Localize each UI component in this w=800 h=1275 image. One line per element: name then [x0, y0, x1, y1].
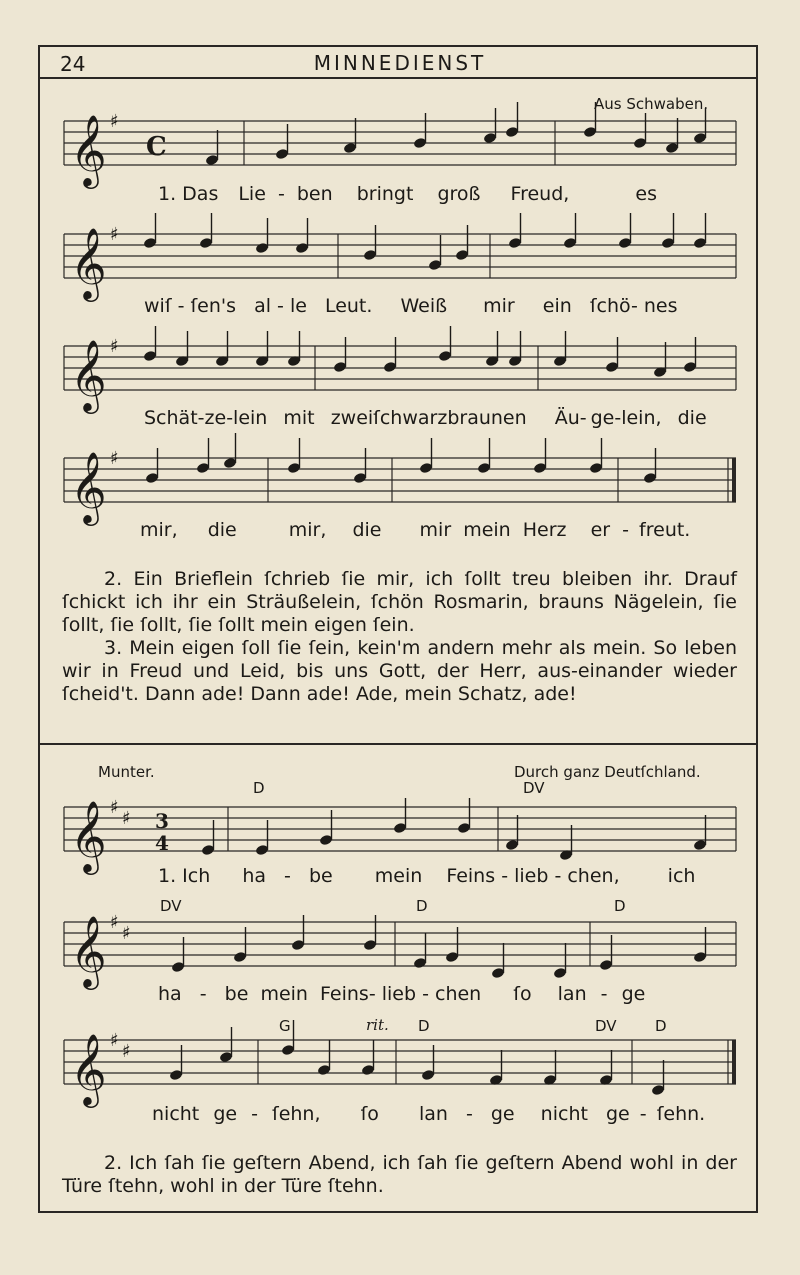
svg-text:𝄞: 𝄞	[70, 799, 107, 872]
svg-text:♯: ♯	[110, 224, 119, 245]
song2-verse-2: 2. Ich ſah ſie geſtern Abend, ich ſah ſie geſtern Abend wohl in der Türe ſtehn, wohl in der Türe ſtehn.	[62, 1152, 737, 1197]
song2-verses	[62, 1152, 737, 1198]
chord: DV	[160, 897, 182, 915]
chord: D	[655, 1017, 667, 1035]
svg-text:4: 4	[155, 831, 169, 855]
song2-lyric-line-1: 1. Ich ha - be mein Feins - lieb - chen, ich	[158, 865, 696, 887]
chord: G	[279, 1017, 291, 1035]
song1-origin: Aus Schwaben.	[594, 95, 709, 113]
svg-text:♯: ♯	[122, 923, 131, 944]
song1-verses	[62, 568, 737, 706]
chord: D	[418, 1017, 430, 1035]
song2-origin: Durch ganz Deutſchland.	[514, 763, 701, 781]
svg-text:𝄞: 𝄞	[70, 113, 107, 186]
chord: DV	[523, 779, 545, 797]
song2-lyric-line-3: nicht ge - ſehn, ſo lan - ge nicht ge - ſehn.	[152, 1103, 706, 1125]
svg-text:𝄞: 𝄞	[70, 1032, 107, 1105]
chord: D	[416, 897, 428, 915]
song1-lyric-line-1: 1. Das Lie - ben bringt groß Freud, es	[158, 183, 657, 205]
svg-text:♯: ♯	[110, 912, 119, 933]
page-number: 24	[60, 52, 86, 76]
svg-text:♯: ♯	[110, 336, 119, 357]
song1-lyric-line-2: wiſ - ſen's al - le Leut. Weiß mir ein ſchö- nes	[144, 295, 678, 317]
chord: D	[253, 779, 265, 797]
svg-text:𝄞: 𝄞	[70, 914, 107, 987]
chord: D	[614, 897, 626, 915]
song1-lyric-line-4: mir, die mir, die mir mein Herz er - freut.	[140, 519, 691, 541]
svg-text:♯: ♯	[110, 797, 119, 818]
svg-text:C: C	[146, 132, 167, 162]
song2-tempo: Munter.	[98, 763, 155, 781]
chord: DV	[595, 1017, 617, 1035]
verse-2: 2. Ein Brieflein ſchrieb ſie mir, ich ſollt treu bleiben ihr. Drauf ſchickt ich ihr ein Sträußelein, ſchön Rosmarin, brauns Nägelein, ſie ſollt, ſie ſollt, ſie ſollt mein eigen ſein.	[62, 568, 737, 636]
svg-text:𝄞: 𝄞	[70, 226, 107, 299]
svg-text:3: 3	[155, 809, 169, 833]
svg-text:♯: ♯	[122, 1041, 131, 1062]
svg-text:♯: ♯	[110, 111, 119, 132]
verse-3: 3. Mein eigen ſoll ſie ſein, kein'm andern mehr als mein. So leben wir in Freud und Leid, bis uns Gott, der Herr, aus-einander wieder ſcheid't. Dann ade! Dann ade! Ade, mein Schatz, ade!	[62, 637, 737, 705]
svg-text:𝄞: 𝄞	[70, 450, 107, 523]
song1-lyric-line-3: Schät-ze-lein mit zweiſchwarzbraunen Äu- ge-lein, die	[144, 407, 707, 429]
song2-lyric-line-2: ha - be mein Feins- lieb - chen ſo lan - ge	[158, 983, 646, 1005]
ritardando-marking: rit.	[366, 1016, 389, 1034]
svg-text:♯: ♯	[110, 448, 119, 469]
svg-text:♯: ♯	[122, 808, 131, 829]
svg-text:𝄞: 𝄞	[70, 338, 107, 411]
page-title: MINNEDIENST	[313, 51, 487, 75]
svg-text:♯: ♯	[110, 1030, 119, 1051]
